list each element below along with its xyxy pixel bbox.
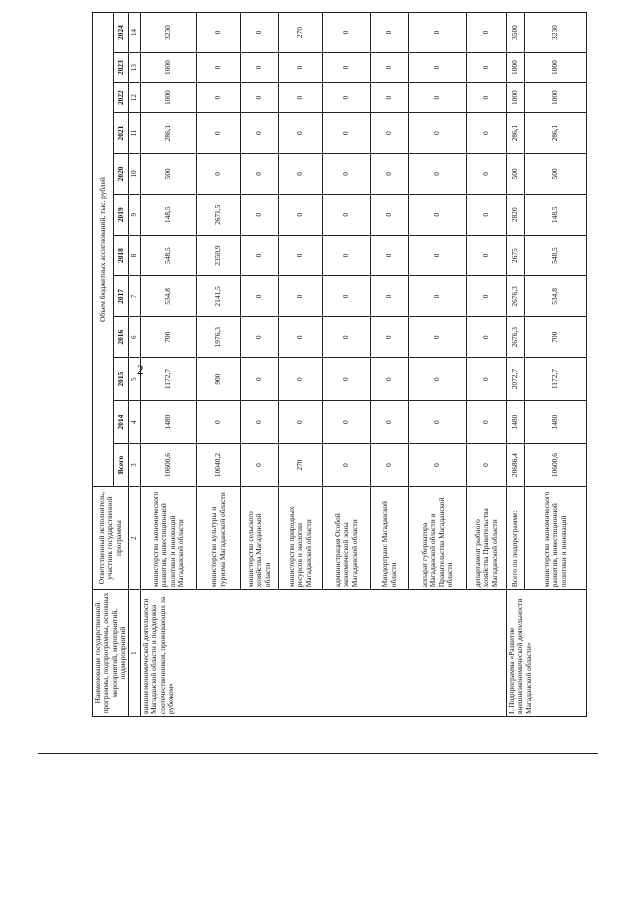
year-value-cell: 0 — [279, 194, 323, 235]
executor-cell: министерство культуры и туризма Магаданской области — [197, 487, 241, 590]
year-value-cell: 0 — [409, 13, 467, 53]
year-value-cell: 0 — [279, 154, 323, 195]
year-value-cell: 0 — [409, 113, 467, 154]
year-value-cell: 1976,3 — [197, 317, 241, 358]
year-value-cell: 286,1 — [507, 113, 525, 154]
budget-table — [92, 12, 587, 717]
year-value-cell: 548,5 — [141, 235, 197, 276]
year-value-cell: 0 — [409, 276, 467, 317]
year-value-cell: 0 — [323, 13, 371, 53]
budget-table-rotated — [92, 12, 568, 717]
year-value-cell: 0 — [241, 235, 279, 276]
year-value-cell: 0 — [323, 83, 371, 113]
year-value-cell: 3230 — [525, 13, 587, 53]
column-index-cell: 11 — [129, 113, 141, 154]
year-value-cell: 0 — [241, 358, 279, 401]
column-index-cell: 13 — [129, 53, 141, 83]
year-value-cell: 0 — [279, 53, 323, 83]
column-index-cell: 7 — [129, 276, 141, 317]
year-value-cell: 0 — [323, 113, 371, 154]
year-value-cell: 0 — [241, 401, 279, 444]
year-value-cell: 2676,3 — [507, 317, 525, 358]
executor-cell: министерство сельского хозяйства Магаданской области — [241, 487, 279, 590]
page-divider-line — [38, 753, 598, 754]
executor-cell: министерство экономического развития, инвестиционной политики и инноваций — [525, 487, 587, 590]
header-year: 2021 — [114, 113, 129, 154]
executor-cell: министерство экономического развития, инвестиционной политики и инноваций Магаданской области — [141, 487, 197, 590]
year-value-cell: 0 — [467, 113, 507, 154]
year-value-cell: 500 — [141, 154, 197, 195]
column-index-cell: 12 — [129, 83, 141, 113]
year-value-cell: 0 — [323, 317, 371, 358]
year-value-cell: 0 — [241, 83, 279, 113]
year-value-cell: 286,1 — [141, 113, 197, 154]
year-value-cell: 0 — [323, 276, 371, 317]
year-value-cell: 0 — [371, 317, 409, 358]
year-value-cell: 0 — [371, 276, 409, 317]
year-value-cell: 0 — [467, 13, 507, 53]
column-index-cell: 2 — [129, 487, 141, 590]
header-year: 2017 — [114, 276, 129, 317]
year-value-cell: 0 — [197, 113, 241, 154]
header-year: 2019 — [114, 194, 129, 235]
total-cell: 0 — [371, 444, 409, 487]
column-index-cell: 3 — [129, 444, 141, 487]
year-value-cell: 0 — [241, 276, 279, 317]
year-value-cell: 0 — [323, 358, 371, 401]
total-cell: 0 — [409, 444, 467, 487]
year-value-cell: 1000 — [141, 53, 197, 83]
year-value-cell: 0 — [409, 154, 467, 195]
header-total: Всего — [114, 444, 129, 487]
year-value-cell: 0 — [241, 154, 279, 195]
year-value-cell: 0 — [467, 194, 507, 235]
year-value-cell: 0 — [279, 401, 323, 444]
year-value-cell: 0 — [197, 83, 241, 113]
year-value-cell: 0 — [371, 83, 409, 113]
header-budget-group: Объем бюджетных ассигнований, тыс. рублей — [93, 13, 114, 487]
year-value-cell: 0 — [197, 401, 241, 444]
header-year: 2023 — [114, 53, 129, 83]
year-value-cell: 1172,7 — [141, 358, 197, 401]
year-value-cell: 3500 — [507, 13, 525, 53]
year-value-cell: 2072,7 — [507, 358, 525, 401]
year-value-cell: 0 — [467, 358, 507, 401]
column-index-cell: 1 — [129, 590, 141, 717]
year-value-cell: 148,5 — [525, 194, 587, 235]
year-value-cell: 0 — [467, 83, 507, 113]
header-year: 2020 — [114, 154, 129, 195]
year-value-cell: 0 — [371, 358, 409, 401]
year-value-cell: 0 — [197, 13, 241, 53]
year-value-cell: 900 — [197, 358, 241, 401]
executor-cell: администрация Особой экономической зоны Магаданской области — [323, 487, 371, 590]
column-index-row — [129, 13, 141, 717]
column-index-cell: 6 — [129, 317, 141, 358]
year-value-cell: 0 — [241, 113, 279, 154]
program-name-cell: I. Подпрограмма «Развитие внешнеэкономической деятельности Магаданской области» — [507, 590, 587, 717]
year-value-cell: 2671,5 — [197, 194, 241, 235]
year-value-cell: 0 — [409, 358, 467, 401]
year-value-cell: 0 — [467, 276, 507, 317]
year-value-cell: 0 — [323, 53, 371, 83]
executor-cell: Миндортранс Магаданской области — [371, 487, 409, 590]
header-year: 2014 — [114, 401, 129, 444]
column-index-cell: 9 — [129, 194, 141, 235]
year-value-cell: 534,8 — [525, 276, 587, 317]
year-value-cell: 0 — [409, 401, 467, 444]
total-cell: 10600,6 — [525, 444, 587, 487]
year-value-cell: 0 — [409, 53, 467, 83]
total-cell: 10600,6 — [141, 444, 197, 487]
executor-cell: министерство природных ресурсов и экологии Магаданской области — [279, 487, 323, 590]
year-value-cell: 548,5 — [525, 235, 587, 276]
year-value-cell: 1000 — [507, 53, 525, 83]
year-value-cell: 148,5 — [141, 194, 197, 235]
year-value-cell: 1000 — [525, 83, 587, 113]
year-value-cell: 700 — [525, 317, 587, 358]
year-value-cell: 0 — [409, 83, 467, 113]
executor-cell: аппарат губернатора Магаданской области и Правительства Магаданской области — [409, 487, 467, 590]
page-number: 2 — [137, 362, 144, 377]
header-year: 2024 — [114, 13, 129, 53]
year-value-cell: 500 — [507, 154, 525, 195]
year-value-cell: 0 — [279, 235, 323, 276]
year-value-cell: 1480 — [141, 401, 197, 444]
year-value-cell: 0 — [409, 317, 467, 358]
total-cell: 0 — [467, 444, 507, 487]
year-value-cell: 0 — [409, 194, 467, 235]
year-value-cell: 0 — [279, 113, 323, 154]
year-value-cell: 2350,9 — [197, 235, 241, 276]
year-value-cell: 500 — [525, 154, 587, 195]
year-value-cell: 0 — [371, 235, 409, 276]
year-value-cell: 0 — [197, 53, 241, 83]
year-value-cell: 0 — [197, 154, 241, 195]
year-value-cell: 700 — [141, 317, 197, 358]
year-value-cell: 0 — [323, 401, 371, 444]
year-value-cell: 2676,3 — [507, 276, 525, 317]
total-cell: 20686,4 — [507, 444, 525, 487]
year-value-cell: 534,8 — [141, 276, 197, 317]
year-value-cell: 2675 — [507, 235, 525, 276]
year-value-cell: 0 — [279, 358, 323, 401]
year-value-cell: 270 — [279, 13, 323, 53]
year-value-cell: 1000 — [507, 83, 525, 113]
year-value-cell: 0 — [323, 194, 371, 235]
year-value-cell: 2141,5 — [197, 276, 241, 317]
year-value-cell: 0 — [371, 13, 409, 53]
year-value-cell: 0 — [371, 113, 409, 154]
total-cell: 0 — [241, 444, 279, 487]
year-value-cell: 0 — [467, 401, 507, 444]
year-value-cell: 0 — [323, 154, 371, 195]
year-value-cell: 1480 — [525, 401, 587, 444]
year-value-cell: 0 — [241, 53, 279, 83]
column-index-cell: 5 — [129, 358, 141, 401]
header-year: 2022 — [114, 83, 129, 113]
year-value-cell: 0 — [467, 154, 507, 195]
table-row — [141, 13, 197, 717]
header-year: 2015 — [114, 358, 129, 401]
program-name-cell: внешнеэкономической деятельности Магаданской области и поддержка соотечественников, проживающих за рубежом» — [141, 590, 507, 717]
total-cell: 270 — [279, 444, 323, 487]
executor-cell: Всего по подпрограмме: — [507, 487, 525, 590]
year-value-cell: 0 — [323, 235, 371, 276]
year-value-cell: 0 — [467, 235, 507, 276]
year-value-cell: 0 — [371, 401, 409, 444]
header-year: 2018 — [114, 235, 129, 276]
year-value-cell: 0 — [279, 276, 323, 317]
year-value-cell: 286,1 — [525, 113, 587, 154]
column-index-cell: 14 — [129, 13, 141, 53]
year-value-cell: 1172,7 — [525, 358, 587, 401]
year-value-cell: 1000 — [141, 83, 197, 113]
total-cell: 10040,2 — [197, 444, 241, 487]
table-row — [507, 13, 525, 717]
year-value-cell: 0 — [241, 194, 279, 235]
year-value-cell: 0 — [279, 317, 323, 358]
year-value-cell: 1000 — [525, 53, 587, 83]
header-name-column: Наименование государственной программы, подпрограммы, основных мероприятий, мероприятий, подмероприятий — [93, 590, 129, 717]
year-value-cell: 0 — [279, 83, 323, 113]
column-index-cell: 8 — [129, 235, 141, 276]
header-year: 2016 — [114, 317, 129, 358]
year-value-cell: 0 — [371, 194, 409, 235]
year-value-cell: 0 — [241, 317, 279, 358]
year-value-cell: 0 — [371, 53, 409, 83]
column-index-cell: 10 — [129, 154, 141, 195]
year-value-cell: 3230 — [141, 13, 197, 53]
year-value-cell: 0 — [467, 53, 507, 83]
year-value-cell: 2820 — [507, 194, 525, 235]
column-index-cell: 4 — [129, 401, 141, 444]
executor-cell: департамент рыбного хозяйства Правительства Магаданской области — [467, 487, 507, 590]
header-executor-column: Ответственный исполнитель, участник государственной программы — [93, 487, 129, 590]
year-value-cell: 1480 — [507, 401, 525, 444]
year-value-cell: 0 — [241, 13, 279, 53]
year-value-cell: 0 — [409, 235, 467, 276]
year-value-cell: 0 — [467, 317, 507, 358]
year-value-cell: 0 — [371, 154, 409, 195]
total-cell: 0 — [323, 444, 371, 487]
